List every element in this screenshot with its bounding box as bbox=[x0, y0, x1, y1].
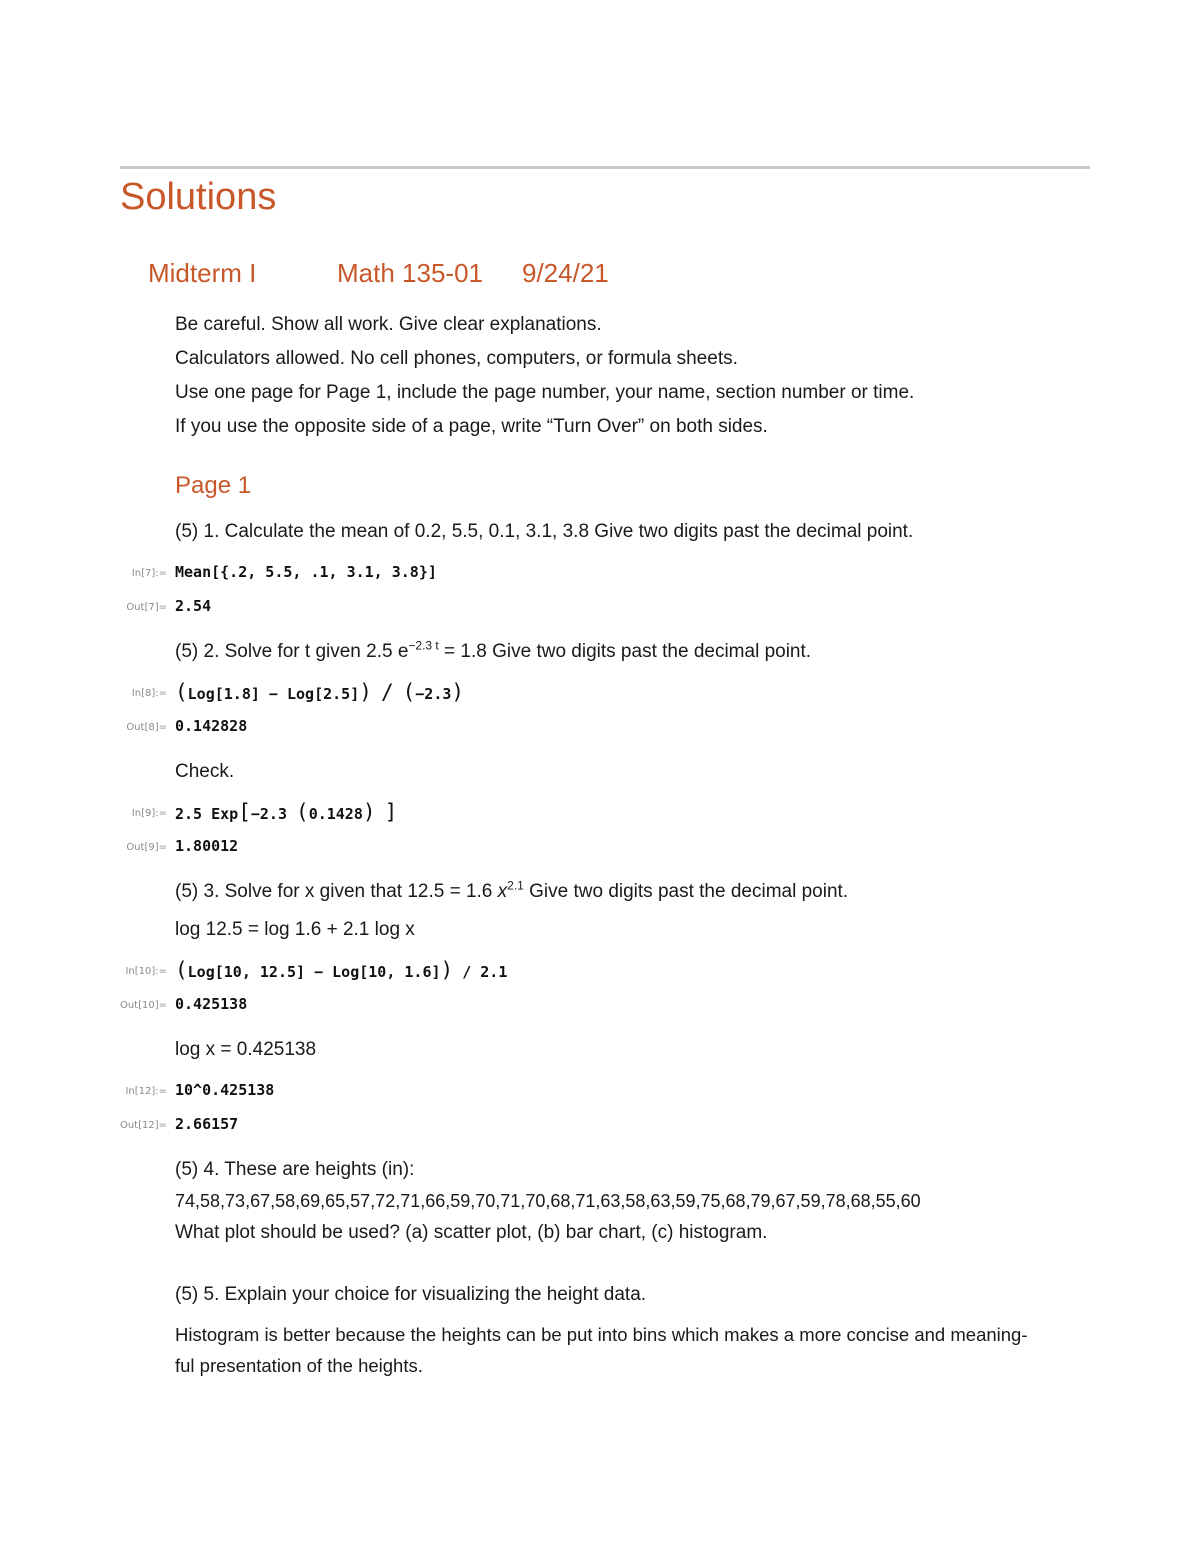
input-label: In[8]:= bbox=[131, 688, 167, 699]
output-label: Out[9]= bbox=[126, 842, 167, 853]
question-3-text: (5) 3. Solve for x given that 12.5 = 1.6 bbox=[175, 881, 498, 902]
answer-line: ful presentation of the heights. bbox=[175, 1355, 423, 1376]
question-2 bbox=[175, 640, 811, 664]
output-cell: 0.425138 bbox=[175, 995, 248, 1013]
input-cell[interactable]: (Log[10, 12.5] − Log[10, 1.6]) / 2.1 bbox=[175, 958, 508, 982]
section-title: Page 1 bbox=[175, 472, 252, 499]
output-cell: 2.54 bbox=[175, 597, 212, 615]
output-cell: 1.80012 bbox=[175, 837, 239, 855]
instruction-line: Use one page for Page 1, include the page number, your name, section number or time. bbox=[175, 382, 915, 403]
exponent: 2.1 bbox=[507, 878, 524, 893]
course-name: Math 135-01 bbox=[337, 258, 483, 288]
question-3-text-end: Give two digits past the decimal point. bbox=[523, 881, 849, 902]
question-2-text: (5) 2. Solve for t given 2.5 e bbox=[175, 641, 409, 662]
question-1: (5) 1. Calculate the mean of 0.2, 5.5, 0.1, 3.1, 3.8 Give two digits past the decimal point. bbox=[175, 521, 914, 542]
question-5: (5) 5. Explain your choice for visualizing the height data. bbox=[175, 1284, 647, 1305]
input-label: In[10]:= bbox=[125, 966, 167, 977]
input-label: In[7]:= bbox=[131, 568, 167, 579]
work-step: log x = 0.425138 bbox=[175, 1039, 317, 1060]
answer-line: Histogram is better because the heights can be put into bins which makes a more concise and meaning- bbox=[175, 1324, 1028, 1345]
divide-symbol: / bbox=[380, 680, 394, 704]
question-2-text-end: = 1.8 Give two digits past the decimal point. bbox=[438, 641, 812, 662]
exponent: −2.3 t bbox=[408, 638, 439, 653]
page-title: Solutions bbox=[120, 176, 277, 218]
input-label: In[9]:= bbox=[131, 808, 167, 819]
check-function: 2.5 Exp bbox=[175, 805, 239, 823]
variable: x bbox=[497, 881, 508, 902]
question-3 bbox=[175, 880, 848, 904]
output-cell: 0.142828 bbox=[175, 717, 248, 735]
header-rule bbox=[120, 166, 1090, 169]
question-4: (5) 4. These are heights (in): bbox=[175, 1159, 415, 1180]
log-difference: Log[10, 12.5] − Log[10, 1.6] bbox=[187, 963, 441, 981]
output-label: Out[10]= bbox=[119, 1000, 167, 1011]
input-cell[interactable]: 2.5 Exp[−2.3 (0.1428) ] bbox=[175, 800, 398, 824]
divisor: / 2.1 bbox=[462, 963, 508, 981]
exam-date: 9/24/21 bbox=[522, 258, 609, 288]
numerator: Log[1.8] − Log[2.5] bbox=[187, 685, 360, 703]
input-cell[interactable]: (Log[1.8] − Log[2.5]) / (−2.3) bbox=[175, 680, 465, 704]
check-value: 0.1428 bbox=[308, 805, 363, 823]
output-label: Out[8]= bbox=[126, 722, 167, 733]
question-4-options: What plot should be used? (a) scatter plot, (b) bar chart, (c) histogram. bbox=[175, 1222, 768, 1243]
input-cell[interactable]: Mean[{.2, 5.5, .1, 3.1, 3.8}] bbox=[175, 563, 437, 581]
denominator: −2.3 bbox=[415, 685, 452, 703]
instruction-line: If you use the opposite side of a page, write “Turn Over” on both sides. bbox=[175, 416, 768, 437]
check-coefficient: −2.3 bbox=[250, 805, 287, 823]
exam-name: Midterm I bbox=[148, 258, 257, 288]
output-label: Out[7]= bbox=[126, 602, 167, 613]
output-label: Out[12]= bbox=[119, 1120, 167, 1131]
input-cell[interactable]: 10^0.425138 bbox=[175, 1081, 275, 1099]
work-step: log 12.5 = log 1.6 + 2.1 log x bbox=[175, 919, 415, 940]
instruction-line: Calculators allowed. No cell phones, computers, or formula sheets. bbox=[175, 348, 738, 369]
instruction-line: Be careful. Show all work. Give clear explanations. bbox=[175, 314, 602, 335]
input-label: In[12]:= bbox=[125, 1086, 167, 1097]
output-cell: 2.66157 bbox=[175, 1115, 239, 1133]
check-label: Check. bbox=[175, 761, 235, 782]
height-data: 74,58,73,67,58,69,65,57,72,71,66,59,70,71,70,68,71,63,58,63,59,75,68,79,67,59,78,68,55,60 bbox=[175, 1191, 921, 1211]
